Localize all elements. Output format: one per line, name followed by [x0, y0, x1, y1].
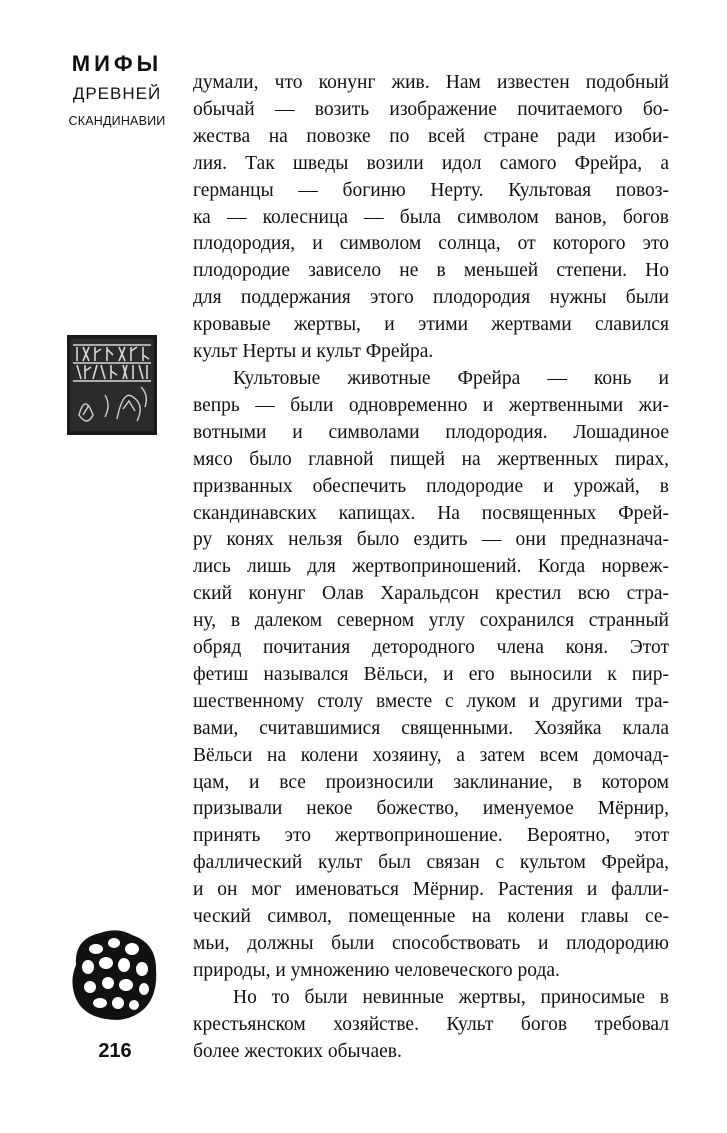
text-line: Культовые животные Фрейра — конь и	[233, 367, 669, 389]
text-line: и он мог именоваться Мёрнир. Растения и фалли-	[193, 879, 669, 901]
rune-carving-icon	[67, 335, 157, 435]
text-line: германцы — богиню Нерту. Культовая повоз-	[193, 179, 669, 201]
text-line: кровавые жертвы, и этими жертвами славился	[193, 314, 669, 336]
text-line: крестьянском хозяйстве. Культ богов требовал	[193, 1013, 669, 1035]
text-line: жества на повозке по всей стране ради изоби-	[193, 125, 669, 147]
stone-ornament-icon	[66, 925, 162, 1025]
running-header	[62, 50, 172, 130]
text-line: фетиш назывался Вёльси, и его выносили к пир-	[193, 663, 669, 685]
text-line: ческий символ, помещенные на колени главы се-	[193, 906, 669, 928]
text-line: принять это жертвоприношение. Вероятно, этот	[193, 825, 669, 847]
paragraph	[193, 366, 669, 985]
header-title: МИФЫ	[71, 51, 163, 76]
text-line: культ Нерты и культ Фрейра.	[193, 341, 434, 363]
text-line: фаллический культ был связан с культом Фрейра,	[193, 852, 669, 874]
page-number: 216	[98, 1040, 132, 1062]
text-line: природы, и умножению человеческого рода.	[193, 959, 560, 981]
text-line: скандинавских капищах. На посвященных Фрей-	[193, 502, 669, 524]
text-line: шественному столу вместе с луком и другими тра-	[193, 690, 669, 712]
text-line: призывали некое божество, именуемое Мёрнир,	[193, 798, 669, 820]
text-line: Но то были невинные жертвы, приносимые в	[233, 986, 669, 1008]
text-line: лись лишь для жертвоприношений. Когда норвеж-	[193, 556, 669, 578]
text-line: ру конях нельзя было ездить — они предназнача-	[193, 529, 669, 551]
text-line: Вёльси на колени хозяину, а затем всем домочад-	[193, 744, 669, 766]
text-line: вами, считавшимися священными. Хозяйка клала	[193, 717, 669, 739]
text-line: мясо было главной пищей на жертвенных пирах,	[193, 448, 669, 470]
text-line: обряд почитания детородного члена коня. Этот	[193, 637, 669, 659]
text-line: более жестоких обычаев.	[193, 1040, 402, 1062]
text-line: лия. Так шведы возили идол самого Фрейра, а	[193, 152, 669, 174]
header-subtitle-2: СКАНДИНАВИИ	[68, 114, 166, 128]
paragraph	[193, 985, 669, 1066]
text-line: ский конунг Олав Харальдсон крестил всю стра-	[193, 583, 669, 605]
text-line: ка — колесница — была символом ванов, богов	[193, 206, 669, 228]
header-subtitle: ДРЕВНЕЙ	[72, 84, 162, 103]
text-line: плодородия, и символом солнца, от которого это	[193, 233, 669, 255]
text-line: цам, и все произносили заклинание, в котором	[193, 771, 669, 793]
paragraph	[193, 70, 669, 366]
text-line: думали, что конунг жив. Нам известен подобный	[193, 72, 669, 93]
text-line: вепрь — были одновременно и жертвенными жи-	[193, 394, 669, 416]
text-line: мьи, должны были способствовать и плодородию	[193, 933, 669, 954]
text-line: плодородие зависело не в меньшей степени. Но	[193, 260, 669, 282]
text-line: призванных обеспечить плодородие и урожай, в	[193, 475, 669, 497]
body-text	[193, 70, 669, 1066]
text-line: ну, в далеком северном углу сохранился странный	[193, 610, 669, 632]
text-line: для поддержания этого плодородия нужны были	[193, 287, 669, 309]
text-line: вотными и символами плодородия. Лошадиное	[193, 421, 669, 443]
text-line: обычай — возить изображение почитаемого бо-	[193, 98, 669, 120]
